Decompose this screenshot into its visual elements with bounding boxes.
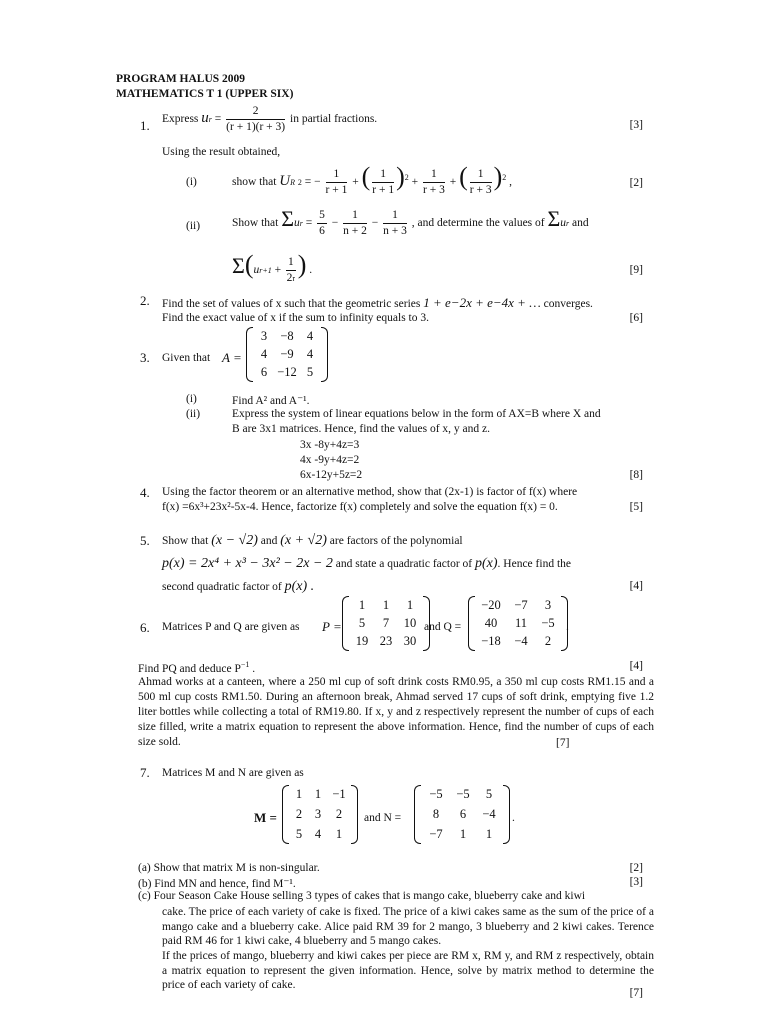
matrix-p-entry: 1 <box>382 598 390 612</box>
matrix-a-entry: 4 <box>260 347 268 361</box>
matrix-p-entry: 23 <box>379 634 393 648</box>
q1-i-label: (i) <box>186 176 197 188</box>
q6-para-mark: [7] <box>556 737 570 749</box>
matrix-n <box>422 787 502 842</box>
q3-ii-text1: Express the system of linear equations below in the form of AX=B where X and <box>232 408 601 420</box>
q7-period: . <box>512 812 515 824</box>
matrix-a-entry: 4 <box>306 329 314 343</box>
q5-line2: p(x) = 2x⁴ + x³ − 3x² − 2x − 2 and state a quadratic factor of p(x). Hence find the <box>162 556 571 571</box>
q7-c-mark: [7] <box>629 987 643 999</box>
q1-ii-line: Show that Σur = $\frac{5}{6}$ − $\frac{1}{n + 2}$ − $\frac{1}{n + 3}$ , and determine the values of Σur and <box>232 206 589 237</box>
q4-mark: [5] <box>629 501 643 513</box>
matrix-q-entry: 3 <box>544 598 552 612</box>
matrix-m <box>290 787 350 842</box>
q4-line1: Using the factor theorem or an alternative method, show that (2x-1) is factor of f(x) where <box>162 486 578 498</box>
q6-period: . <box>566 621 569 633</box>
q5-line3: second quadratic factor of p(x) . <box>162 579 315 594</box>
matrix-a <box>254 329 320 380</box>
q5-mark: [4] <box>629 580 643 592</box>
q2-line1: Find the set of values of x such that the geometric series 1 + e−2x + e−4x + … converges. <box>162 295 593 310</box>
matrix-m-entry: 1 <box>295 787 303 801</box>
matrix-n-entry: 1 <box>459 827 467 841</box>
q1-using: Using the result obtained, <box>162 146 281 158</box>
q7-b: (b) Find MN and hence, find M⁻¹. <box>138 878 296 890</box>
q3-number: 3. <box>140 350 150 365</box>
q6-find: Find PQ and deduce $P^{-1}$ . <box>138 660 256 675</box>
q3-eq3: 6x-12y+5z=2 <box>300 469 363 481</box>
q7-c: (c) Four Season Cake House selling 3 types of cakes that is mango cake, blueberry cake and kiwi <box>138 890 586 902</box>
matrix-a-entry: 4 <box>306 347 314 361</box>
q1-mark: [3] <box>629 119 643 131</box>
matrix-m-entry: 1 <box>335 827 343 841</box>
q3-A: A = <box>222 350 242 365</box>
q4-number: 4. <box>140 485 150 500</box>
matrix-n-entry: 8 <box>432 807 440 821</box>
q7-text: Matrices M and N are given as <box>162 767 304 779</box>
q7-a: (a) Show that matrix M is non-singular. <box>138 862 320 874</box>
q3-i-label: (i) <box>186 393 197 405</box>
q3-given: Given that <box>162 352 211 364</box>
matrix-m-entry: 3 <box>314 807 322 821</box>
q1-i-line: show that UR 2 = − $\frac{1}{r + 1}$ + ( $\frac{1}{r + 1}$ )$^2$ + $\frac{1}{r + 3}$ + ( $\frac{1}{r + 3}$ )$^2$ , <box>232 162 512 196</box>
matrix-a-entry: −8 <box>280 329 294 343</box>
matrix-q-entry: −4 <box>514 634 528 648</box>
q3-mark: [8] <box>629 469 643 481</box>
matrix-q <box>476 598 560 649</box>
matrix-p-entry: 1 <box>406 598 414 612</box>
q3-ii-text2: B are 3x1 matrices. Hence, find the values of x, y and z. <box>232 423 491 435</box>
matrix-a-entry: 3 <box>260 329 268 343</box>
matrix-m-entry: −1 <box>332 787 346 801</box>
matrix-n-entry: −7 <box>429 827 443 841</box>
matrix-q-entry: −20 <box>481 598 501 612</box>
matrix-q-entry: 2 <box>544 634 552 648</box>
q1-i-mark: [2] <box>629 177 643 189</box>
q6-P: P = <box>322 619 342 634</box>
doc-title: PROGRAM HALUS 2009 <box>116 73 246 85</box>
matrix-n-entry: 5 <box>485 787 493 801</box>
matrix-n-entry: −4 <box>482 807 496 821</box>
matrix-n-entry: 6 <box>459 807 467 821</box>
q7-c-paragraph2: If the prices of mango, blueberry and kiwi cakes per piece are RM x, RM y, and RM z respectively, obtain a matrix equation to represent the given information. Hence, solve by matrix method to determine the price of each variety of cake. <box>162 950 654 991</box>
q1-line: Express ur = $\frac{2}{(r + 1)(r + 3)}$ in partial fractions. <box>162 105 378 133</box>
q6-mark: [4] <box>629 660 643 672</box>
matrix-a-entry: 6 <box>260 365 268 379</box>
q7-c-paragraph: cake. The price of each variety of cake is fixed. The price of a kiwi cakes same as the sum of the price of a mango cake and a blueberry cake. Alice paid RM 39 for 2 mango, 3 blueberry and 2 kiwi cakes. Terence paid RM 46 for 1 kiwi cake, 4 blueberry and 5 mango cakes. <box>162 906 654 947</box>
matrix-m-entry: 1 <box>314 787 322 801</box>
matrix-p-entry: 19 <box>355 634 369 648</box>
q3-eq1: 3x -8y+4z=3 <box>300 439 360 451</box>
q7-number: 7. <box>140 765 150 780</box>
q7-M: M = <box>254 810 277 825</box>
q4-line2: f(x) =6x³+23x²-5x-4. Hence, factorize f(x) completely and solve the equation f(x) = 0. <box>162 501 558 513</box>
matrix-q-entry: 11 <box>514 616 528 630</box>
q2-number: 2. <box>140 293 150 308</box>
matrix-p-entry: 7 <box>382 616 390 630</box>
doc-subtitle: MATHEMATICS T 1 (UPPER SIX) <box>116 88 294 100</box>
q1-ii-mark: [9] <box>629 264 643 276</box>
matrix-n-entry: −5 <box>456 787 470 801</box>
q7-a-mark: [2] <box>629 862 643 874</box>
q1-ii-sum: Σ(ur+1 + $\frac{1}{2r}$ ) . <box>232 250 313 284</box>
q3-ii-label: (ii) <box>186 408 201 420</box>
q2-line2: Find the exact value of x if the sum to infinity equals to 3. <box>162 312 430 324</box>
matrix-q-entry: −7 <box>514 598 528 612</box>
q5-line1: Show that (x − √2) and (x + √2) are factors of the polynomial <box>162 533 463 548</box>
q1-ii-label: (ii) <box>186 220 201 232</box>
matrix-q-entry: −18 <box>481 634 501 648</box>
matrix-q-entry: 40 <box>484 616 498 630</box>
q6-andQ: and Q = <box>424 621 462 633</box>
matrix-p-entry: 10 <box>403 616 417 630</box>
matrix-m-entry: 4 <box>314 827 322 841</box>
matrix-n-entry: −5 <box>429 787 443 801</box>
q7-b-mark: [3] <box>629 876 643 888</box>
matrix-p-entry: 5 <box>358 616 366 630</box>
q5-number: 5. <box>140 533 150 548</box>
matrix-m-entry: 2 <box>295 807 303 821</box>
matrix-a-entry: −12 <box>277 365 297 379</box>
q3-eq2: 4x -9y+4z=2 <box>300 454 360 466</box>
matrix-m-entry: 2 <box>335 807 343 821</box>
q1-number: 1. <box>140 118 150 133</box>
matrix-p-entry: 1 <box>358 598 366 612</box>
q7-andN: and N = <box>364 812 402 824</box>
matrix-a-entry: 5 <box>306 365 314 379</box>
q3-i-text: Find A² and A⁻¹. <box>232 395 310 407</box>
matrix-q-entry: −5 <box>541 616 555 630</box>
matrix-m-entry: 5 <box>295 827 303 841</box>
q6-number: 6. <box>140 620 150 635</box>
matrix-p-entry: 30 <box>403 634 417 648</box>
matrix-a-entry: −9 <box>280 347 294 361</box>
matrix-n-entry: 1 <box>485 827 493 841</box>
q2-mark: [6] <box>629 312 643 324</box>
q6-text: Matrices P and Q are given as <box>162 621 300 633</box>
matrix-p <box>350 598 422 649</box>
q6-paragraph: Ahmad works at a canteen, where a 250 ml cup of soft drink costs RM0.95, a 350 ml cup costs RM1.15 and a 500 ml cup costs RM1.50. During an afternoon break, Ahmad served 17 cups of soft drink, emptying five 1.2 liter bottles while collecting a total of RM19.80. If x, y and z respectively represent the number of cups of each size filled, write a matrix equation to represent the above information. Hence, find the number of cups of each size sold. <box>138 676 654 748</box>
